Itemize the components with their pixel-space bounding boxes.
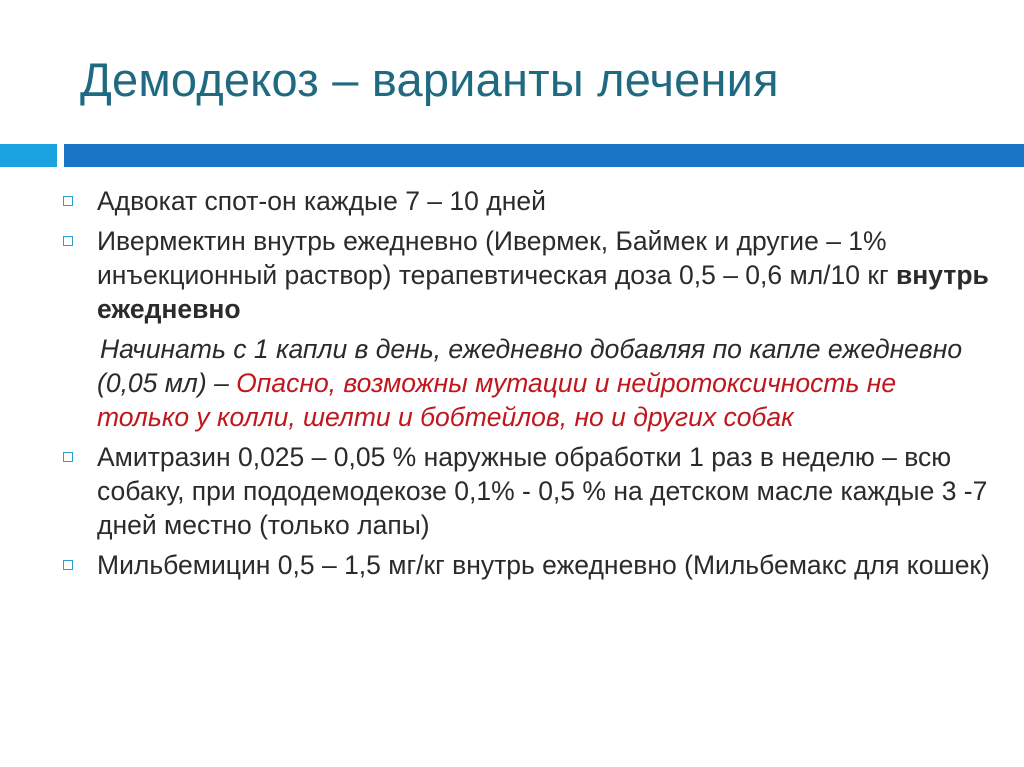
list-item (60, 224, 995, 326)
item-text: Мильбемицин 0,5 – 1,5 мг/кг внутрь ежедневно (Мильбемакс для кошек) (97, 550, 990, 580)
accent-bar-right (64, 144, 1024, 167)
list-item (60, 184, 995, 218)
list-item (60, 440, 995, 542)
item-text: Амитразин 0,025 – 0,05 % наружные обработки 1 раз в неделю – всю собаку, при пододемодекозе 0,1% - 0,5 % на детском масле каждые 3 -7 дней местно (только лапы) (97, 442, 988, 540)
square-bullet-icon (63, 236, 73, 246)
note-text: Начинать с 1 капли в день, ежедневно добавляя по капле ежедневно (0,05 мл) – (97, 334, 963, 398)
item-bold-text: внутрь ежедневно (97, 260, 989, 324)
item-text: Ивермектин внутрь ежедневно (Ивермек, Баймек и другие – 1% инъекционный раствор) терапевтическая доза 0,5 – 0,6 мл/10 кг (97, 226, 896, 290)
square-bullet-icon (63, 196, 73, 206)
slide-title: Демодекоз – варианты лечения (80, 53, 779, 106)
warning-note (60, 332, 995, 434)
bullet-list (60, 184, 995, 588)
accent-bar-left (0, 144, 57, 167)
square-bullet-icon (63, 560, 73, 570)
list-item (60, 548, 995, 582)
warning-text: Опасно, возможны мутации и нейротоксичность не только у колли, шелти и бобтейлов, но и других собак (97, 368, 897, 432)
square-bullet-icon (63, 452, 73, 462)
item-text: Адвокат спот-он каждые 7 – 10 дней (97, 186, 546, 216)
